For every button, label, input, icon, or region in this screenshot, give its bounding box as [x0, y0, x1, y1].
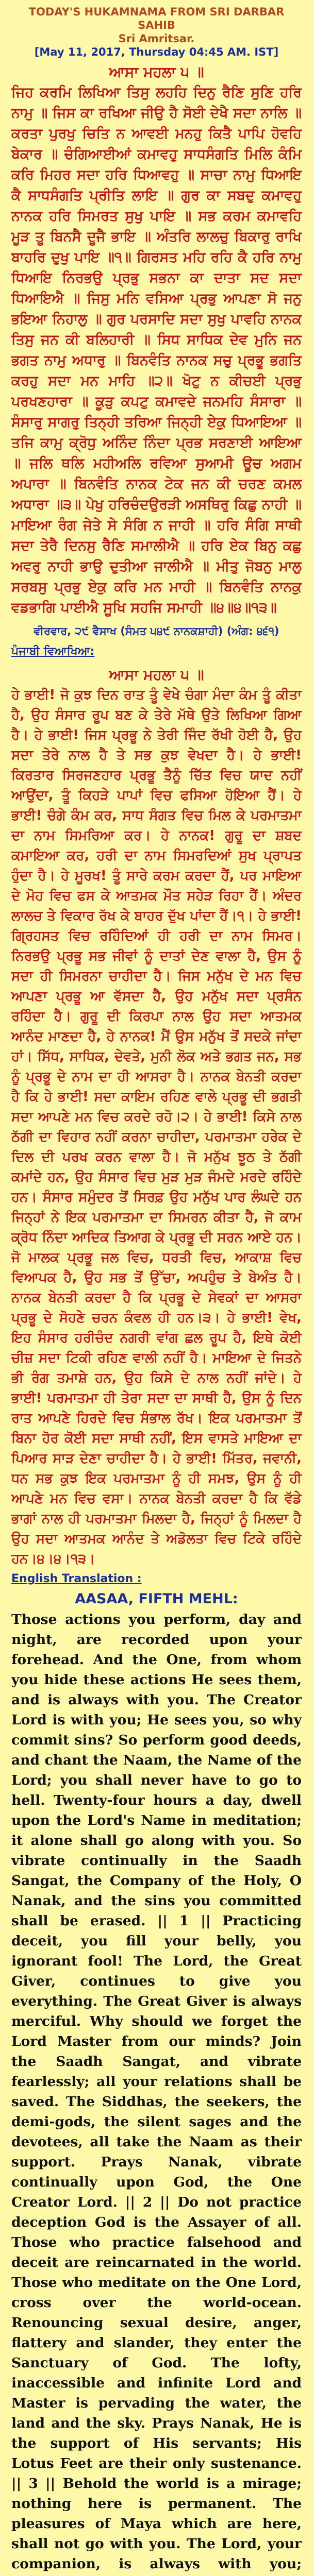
gurbani-paragraph: ਜਿਹ ਕਰਮਿ ਲਿਖਿਆ ਤਿਸੁ ਲਹਹਿ ਦਿਨੁ ਰੈਣਿ ਸੁਣਿ ਹਰਿ ਨਾਮੁ ॥ ਜਿਸ ਕਾ ਰਖਿਆ ਜੀਉ ਹੈ ਸੋਈ ਦੇਖੈ ਸਦਾ ਨਾਲਿ ॥ ਕਰਤਾ ਪੁਰਖੁ ਚਿਤਿ ਨ ਆਵਈ ਮਨਹੁ ਕਿਤੈ ਪਾਪਿ ਹੋਵਹਿ ਬੇਕਾਰ ॥ ਚੰਗਿਆਈਆਂ ਕਮਾਵਹੁ ਸਾਧਸੰਗਤਿ ਮਿਲਿ ਕੰਮਿ ਕਰਿ ਮਿਹਰ ਸਦਾ ਹਰਿ ਧਿਆਵਹੁ ॥ ਸਾਚਾ ਨਾਮੁ ਧਿਆਇ ਕੈ ਸਾਧਸੰਗਤਿ ਪ੍ਰੀਤਿ ਲਾਇ ॥ ਗੁਰ ਕਾ ਸਬਦੁ ਕਮਾਵਹੁ ਨਾਨਕ ਹਰਿ ਸਿਮਰਤ ਸੁਖੁ ਪਾਇ ॥ ਸਭ ਕਰਮ ਕਮਾਵਹਿ ਮੂੜ ਤੂ ਬਿਨਸੈ ਦੂਜੈ ਭਾਇ ॥ ਅੰਤਰਿ ਲਾਲਚੁ ਬਿਕਾਰੁ ਰਾਖਿ ਬਾਹਰਿ ਦੁਖੁ ਪਾਇ ॥੧॥ ਗਿਰਸਤ ਮਹਿ ਰਹਿ ਕੈ ਹਰਿ ਨਾਮੁ ਧਿਆਇ ਨਿਰਭਉ ਪ੍ਰਭੁ ਸਭਨਾ ਕਾ ਦਾਤਾ ਸਦ ਸਦਾ ਧਿਆਇਐ ॥ ਜਿਸੁ ਮਨਿ ਵਸਿਆ ਪ੍ਰਭੁ ਆਪਣਾ ਸੋ ਜਨੁ ਭਇਆ ਨਿਹਾਲੁ ॥ ਗੁਰ ਪਰਸਾਦਿ ਸਦਾ ਸੁਖੁ ਪਾਵਹਿ ਨਾਨਕ ਤਿਸੁ ਜਨ ਕੀ ਬਲਿਹਾਰੀ ॥ ਸਿਧ ਸਾਧਿਕ ਦੇਵ ਮੁਨਿ ਜਨ ਭਗਤ ਨਾਮੁ ਅਧਾਰੁ ॥ ਬਿਨਵੰਤਿ ਨਾਨਕ ਸਚੁ ਪ੍ਰਭੂ ਭਗਤਿ ਕਰਹੁ ਸਦਾ ਮਨ ਮਾਹਿ ॥੨॥ ਖੋਟੁ ਨ ਕੀਚਈ ਪ੍ਰਭੁ ਪਰਖਣਹਾਰਾ ॥ ਕੂੜੁ ਕਪਟੁ ਕਮਾਵਦੇ ਜਨਮਹਿ ਸੰਸਾਰਾ ॥ ਸੰਸਾਰੁ ਸਾਗਰੁ ਤਿਨ੍ਹੀ ਤਰਿਆ ਜਿਨ੍ਹੀ ਏਕੁ ਧਿਆਇਆ ॥ ਤਜਿ ਕਾਮੁ ਕ੍ਰੋਧੁ ਅਨਿੰਦ ਨਿੰਦਾ ਪ੍ਰਭ ਸਰਣਾਈ ਆਇਆ ॥ ਜਲਿ ਥਲਿ ਮਹੀਅਲਿ ਰਵਿਆ ਸੁਆਮੀ ਊਚ ਅਗਮ ਅਪਾਰਾ ॥ ਬਿਨਵੰਤਿ ਨਾਨਕ ਟੇਕ ਜਨ ਕੀ ਚਰਣ ਕਮਲ ਅਧਾਰਾ ॥੩॥ ਪੇਖੁ ਹਰਿਚੰਦਉਰੜੀ ਅਸਥਿਰੁ ਕਿਛੁ ਨਾਹੀ ॥ ਮਾਇਆ ਰੰਗ ਜੇਤੇ ਸੇ ਸੰਗਿ ਨ ਜਾਹੀ ॥ ਹਰਿ ਸੰਗਿ ਸਾਥੀ ਸਦਾ ਤੇਰੈ ਦਿਨਸੁ ਰੈਣਿ ਸਮਾਲੀਐ ॥ ਹਰਿ ਏਕ ਬਿਨੁ ਕਛੁ ਅਵਰੁ ਨਾਹੀ ਭਾਉ ਦੁਤੀਆ ਜਾਲੀਐ ॥ ਮੀਤੁ ਜੋਬਨੁ ਮਾਲੁ ਸਰਬਸੁ ਪ੍ਰਭੁ ਏਕੁ ਕਰਿ ਮਨ ਮਾਹੀ ॥ ਬਿਨਵੰਤਿ ਨਾਨਕੁ ਵਡਭਾਗਿ ਪਾਈਐ ਸੂਖਿ ਸਹਜਿ ਸਮਾਹੀ ॥੪॥੪॥੧੩॥ [11, 84, 302, 616]
english-raag-heading: AASAA, FIFTH MEHL: [75, 1591, 238, 1607]
location-label: Sri Amritsar. [118, 32, 195, 45]
page-title: TODAY'S HUKAMNAMA FROM SRI DARBAR SAHIB [28, 6, 285, 31]
hukamnama-text [11, 82, 302, 618]
hukamnama-raag-heading: ਆਸਾ ਮਹਲਾ ੫ ॥ [109, 63, 204, 80]
datetime-label: [May 11, 2017, Thursday 04:45 AM. IST] [34, 46, 279, 58]
punjabi-raag-heading: ਆਸਾ ਮਹਲਾ ੫ ॥ [109, 666, 204, 683]
punjabi-translation [11, 685, 302, 1569]
punjabi-paragraph: ਹੇ ਭਾਈ! ਜੋ ਕੁਝ ਦਿਨ ਰਾਤ ਤੂੰ ਵੇਖੇ ਚੰਗਾ ਮੰਦਾ ਕੰਮ ਤੂੰ ਕੀਤਾ ਹੈ, ਉਹ ਸੰਸਾਰ ਰੂਪ ਬਣ ਕੇ ਤੇਰੇ ਮੱਥੇ ਉਤੇ ਲਿਖਿਆ ਗਿਆ ਹੈ। ਹੇ ਭਾਈ! ਜਿਸ ਪ੍ਰਭੂ ਨੇ ਤੇਰੀ ਜਿੰਦ ਰੱਖੀ ਹੋਈ ਹੈ, ਉਹ ਸਦਾ ਤੇਰੇ ਨਾਲ ਹੈ ਤੇ ਸਭ ਕੁਝ ਵੇਖਦਾ ਹੈ। ਹੇ ਭਾਈ! ਕਿਰਤਾਰ ਸਿਰਜਣਹਾਰ ਪ੍ਰਭੂ ਤੈਨੂੰ ਚਿੱਤ ਵਿਚ ਯਾਦ ਨਹੀਂ ਆਉਂਦਾ, ਤੂੰ ਕਿਹੜੇ ਪਾਪਾਂ ਵਿਚ ਫਸਿਆ ਹੋਇਆ ਹੈਂ। ਹੇ ਭਾਈ! ਚੰਗੇ ਕੰਮ ਕਰ, ਸਾਧ ਸੰਗਤ ਵਿਚ ਮਿਲ ਕੇ ਪਰਮਾਤਮਾ ਦਾ ਨਾਮ ਸਿਮਰਿਆ ਕਰ। ਹੇ ਨਾਨਕ! ਗੁਰੂ ਦਾ ਸ਼ਬਦ ਕਮਾਇਆ ਕਰ, ਹਰੀ ਦਾ ਨਾਮ ਸਿਮਰਦਿਆਂ ਸੁਖ ਪ੍ਰਾਪਤ ਹੁੰਦਾ ਹੈ। ਹੇ ਮੂਰਖ! ਤੂੰ ਸਾਰੇ ਕਰਮ ਕਰਦਾ ਹੈਂ, ਪਰ ਮਾਇਆ ਦੇ ਮੋਹ ਵਿਚ ਫਸ ਕੇ ਆਤਮਕ ਮੌਤ ਸਹੇੜ ਰਿਹਾ ਹੈਂ। ਅੰਦਰ ਲਾਲਚ ਤੇ ਵਿਕਾਰ ਰੱਖ ਕੇ ਬਾਹਰ ਦੁੱਖ ਪਾਂਦਾ ਹੈਂ।੧। ਹੇ ਭਾਈ! ਗ੍ਰਿਹਸਤ ਵਿਚ ਰਹਿੰਦਿਆਂ ਹੀ ਹਰੀ ਦਾ ਨਾਮ ਸਿਮਰ। ਨਿਰਭਉ ਪ੍ਰਭੂ ਸਭ ਜੀਵਾਂ ਨੂੰ ਦਾਤਾਂ ਦੇਣ ਵਾਲਾ ਹੈ, ਉਸ ਨੂੰ ਸਦਾ ਹੀ ਸਿਮਰਨਾ ਚਾਹੀਦਾ ਹੈ। ਜਿਸ ਮਨੁੱਖ ਦੇ ਮਨ ਵਿਚ ਆਪਣਾ ਪ੍ਰਭੂ ਆ ਵੱਸਦਾ ਹੈ, ਉਹ ਮਨੁੱਖ ਸਦਾ ਪ੍ਰਸੰਨ ਰਹਿੰਦਾ ਹੈ। ਗੁਰੂ ਦੀ ਕਿਰਪਾ ਨਾਲ ਉਹ ਸਦਾ ਆਤਮਕ ਆਨੰਦ ਮਾਣਦਾ ਹੈ, ਹੇ ਨਾਨਕ! ਮੈਂ ਉਸ ਮਨੁੱਖ ਤੋਂ ਸਦਕੇ ਜਾਂਦਾ ਹਾਂ। ਸਿੱਧ, ਸਾਧਿਕ, ਦੇਵਤੇ, ਮੁਨੀ ਲੋਕ ਅਤੇ ਭਗਤ ਜਨ, ਸਭ ਨੂੰ ਪ੍ਰਭੂ ਦੇ ਨਾਮ ਦਾ ਹੀ ਆਸਰਾ ਹੈ। ਨਾਨਕ ਬੇਨਤੀ ਕਰਦਾ ਹੈ ਕਿ ਹੇ ਭਾਈ! ਸਦਾ ਕਾਇਮ ਰਹਿਣ ਵਾਲੇ ਪ੍ਰਭੂ ਦੀ ਭਗਤੀ ਸਦਾ ਆਪਣੇ ਮਨ ਵਿਚ ਕਰਦੇ ਰਹੋ।੨। ਹੇ ਭਾਈ! ਕਿਸੇ ਨਾਲ ਠੱਗੀ ਦਾ ਵਿਹਾਰ ਨਹੀਂ ਕਰਨਾ ਚਾਹੀਦਾ, ਪਰਮਾਤਮਾ ਹਰੇਕ ਦੇ ਦਿਲ ਦੀ ਪਰਖ ਕਰਨ ਵਾਲਾ ਹੈ। ਜੋ ਮਨੁੱਖ ਝੂਠ ਤੇ ਠੱਗੀ ਕਮਾਂਦੇ ਹਨ, ਉਹ ਸੰਸਾਰ ਵਿਚ ਮੁੜ ਮੁੜ ਜੰਮਦੇ ਮਰਦੇ ਰਹਿੰਦੇ ਹਨ। ਸੰਸਾਰ ਸਮੁੰਦਰ ਤੋਂ ਸਿਰਫ਼ ਉਹ ਮਨੁੱਖ ਪਾਰ ਲੰਘਦੇ ਹਨ ਜਿਨ੍ਹਾਂ ਨੇ ਇਕ ਪਰਮਾਤਮਾ ਦਾ ਸਿਮਰਨ ਕੀਤਾ ਹੈ, ਜੋ ਕਾਮ ਕ੍ਰੋਧ ਨਿੰਦਾ ਆਦਿਕ ਤਿਆਗ ਕੇ ਪ੍ਰਭੂ ਦੀ ਸਰਨ ਆਏ ਹਨ। ਜੋ ਮਾਲਕ ਪ੍ਰਭੂ ਜਲ ਵਿਚ, ਧਰਤੀ ਵਿਚ, ਆਕਾਸ਼ ਵਿਚ ਵਿਆਪਕ ਹੈ, ਉਹ ਸਭ ਤੋਂ ਉੱਚਾ, ਅਪਹੁੰਚ ਤੇ ਬੇਅੰਤ ਹੈ। ਨਾਨਕ ਬੇਨਤੀ ਕਰਦਾ ਹੈ ਕਿ ਪ੍ਰਭੂ ਦੇ ਸੇਵਕਾਂ ਦਾ ਆਸਰਾ ਪ੍ਰਭੂ ਦੇ ਸੋਹਣੇ ਚਰਨ ਕੰਵਲ ਹੀ ਹਨ।੩। ਹੇ ਭਾਈ! ਵੇਖ, ਇਹ ਸੰਸਾਰ ਹਰੀਚੰਦ ਨਗਰੀ ਵਾਂਗ ਛਲ ਰੂਪ ਹੈ, ਇਥੇ ਕੋਈ ਚੀਜ਼ ਸਦਾ ਟਿਕੀ ਰਹਿਣ ਵਾਲੀ ਨਹੀਂ ਹੈ। ਮਾਇਆ ਦੇ ਜਿਤਨੇ ਭੀ ਰੰਗ ਤਮਾਸ਼ੇ ਹਨ, ਉਹ ਕਿਸੇ ਦੇ ਨਾਲ ਨਹੀਂ ਜਾਂਦੇ। ਹੇ ਭਾਈ! ਪਰਮਾਤਮਾ ਹੀ ਤੇਰਾ ਸਦਾ ਦਾ ਸਾਥੀ ਹੈ, ਉਸ ਨੂੰ ਦਿਨ ਰਾਤ ਆਪਣੇ ਹਿਰਦੇ ਵਿਚ ਸੰਭਾਲ ਰੱਖ। ਇਕ ਪਰਮਾਤਮਾ ਤੋਂ ਬਿਨਾ ਹੋਰ ਕੋਈ ਸਦਾ ਸਾਥੀ ਨਹੀਂ, ਇਸ ਵਾਸਤੇ ਮਾਇਆ ਦਾ ਪਿਆਰ ਸਾੜ ਦੇਣਾ ਚਾਹੀਦਾ ਹੈ। ਹੇ ਭਾਈ! ਮਿੱਤਰ, ਜਵਾਨੀ, ਧਨ ਸਭ ਕੁਝ ਇਕ ਪਰਮਾਤਮਾ ਨੂੰ ਹੀ ਸਮਝ, ਉਸ ਨੂੰ ਹੀ ਆਪਣੇ ਮਨ ਵਿਚ ਵਸਾ। ਨਾਨਕ ਬੇਨਤੀ ਕਰਦਾ ਹੈ ਕਿ ਵੱਡੇ ਭਾਗਾਂ ਨਾਲ ਹੀ ਪਰਮਾਤਮਾ ਮਿਲਦਾ ਹੈ, ਜਿਨ੍ਹਾਂ ਨੂੰ ਮਿਲਦਾ ਹੈ ਉਹ ਸਦਾ ਆਤਮਕ ਆਨੰਦ ਤੇ ਅਡੋਲਤਾ ਵਿਚ ਟਿਕੇ ਰਹਿੰਦੇ ਹਨ।੪।੪।੧੩। [11, 687, 302, 1567]
english-section-title: English Translation : [11, 1572, 142, 1585]
punjabi-section-title: ਪੰਜਾਬੀ ਵਿਆਖਿਆ: [11, 645, 95, 658]
english-paragraph: Those actions you perform, day and night, are recorded upon your forehead. And the One, from whom you hide these actions He sees them, and is always with you. The Creator Lord is with you; He sees you, so why commit sins? So perform good deeds, and chant the Naam, the Name of the Lord; you shall never have to go to hell. Twenty-four hours a day, dwell upon the Lord's Name in meditation; it alone shall go along with you. So vibrate continually in the Saadh Sangat, the Company of the Holy, O Nanak, and the sins you committed shall be erased. || 1 || Practicing deceit, you fill your belly, you ignorant fool! The Lord, the Great Giver, continues to give you everything. The Great Giver is always merciful. Why should we forget the Lord Master from our minds? Join the Saadh Sangat, and vibrate fearlessly; all your relations shall be saved. The Siddhas, the seekers, the demi-gods, the silent sages and the devotees, all take the Naam as their support. Prays Nanak, vibrate continually upon God, the One Creator Lord. || 2 || Do not practice deception God is the Assayer of all. Those who practice falsehood and deceit are reincarnated in the world. Those who meditate on the One Lord, cross over the world-ocean. Renouncing sexual desire, anger, flattery and slander, they enter the Sanctuary of God. The lofty, inaccessible and infinite Lord and Master is pervading the water, the land and the sky. Prays Nanak, He is the support of His servants; His Lotus Feet are their only sustenance. || 3 || Behold the world is a mirage; nothing here is permanent. The pleasures of Maya which are here, shall not go with you. The Lord, your companion, is always with you; [11, 1612, 302, 2572]
nanakshahi-date: ਵੀਰਵਾਰ, ੨੯ ਵੈਸਾਖ (ਸੰਮਤ ੫੪੯ ਨਾਨਕਸ਼ਾਹੀ) (ਅੰਗ: ੪੬੧) [34, 625, 279, 637]
english-translation [11, 1609, 302, 2576]
